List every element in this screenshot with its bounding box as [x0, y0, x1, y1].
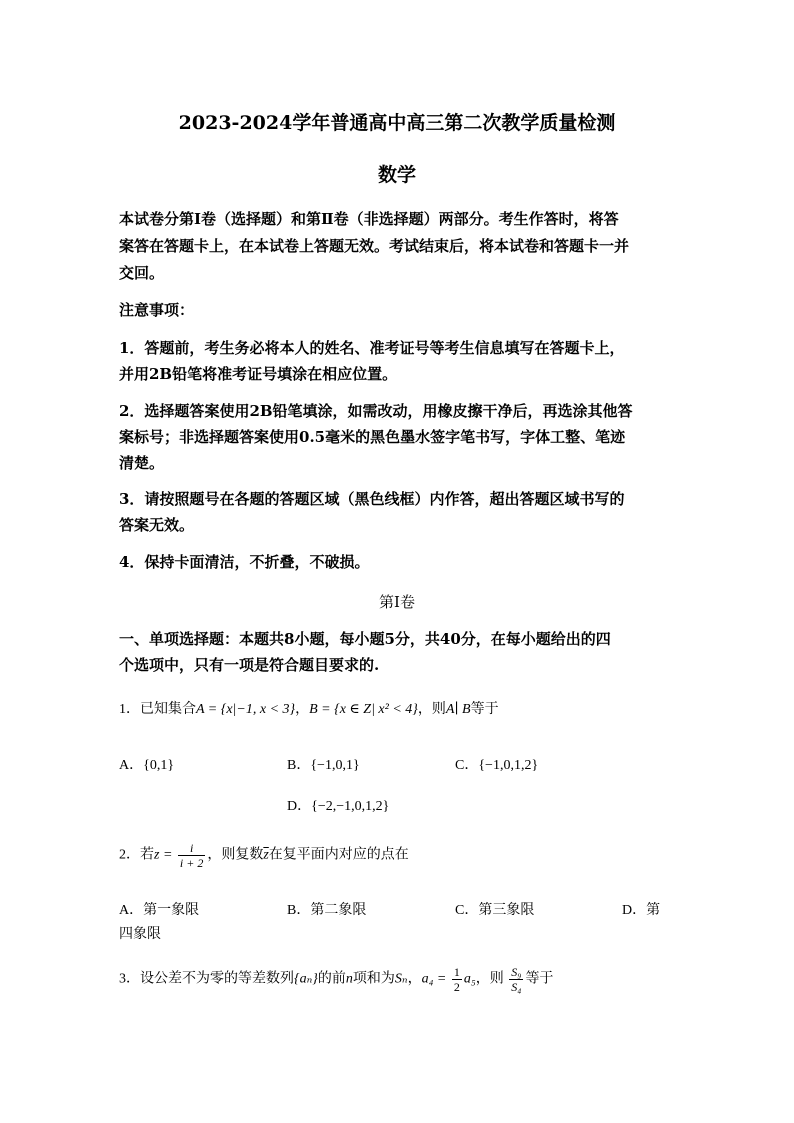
notice-heading: 注意事项：	[119, 301, 195, 319]
q3-a5: a₅	[463, 971, 476, 987]
q2-option-a: A．第一象限	[119, 903, 200, 918]
q2-option-d-line-2: 四象限	[119, 927, 161, 942]
q3-t1: 的前	[317, 971, 346, 987]
q3-t2: 项和为	[352, 971, 395, 987]
q1-suffix: 等于	[470, 702, 499, 717]
q2-lhs: z =	[154, 847, 173, 863]
q2-numerator: i	[178, 842, 205, 856]
intro-line-3: 交回。	[119, 264, 165, 282]
q2-denominator: i + 2	[179, 856, 204, 870]
question-2	[119, 842, 409, 869]
q1-mid: ，则	[417, 702, 446, 717]
q2-zbar: $\overline{z}$	[263, 847, 269, 863]
notice-item-2-line-1: 2．选择题答案使用2B铅笔填涂，如需改动，用橡皮擦干净后，再选涂其他答	[119, 402, 633, 420]
question-1	[119, 698, 499, 718]
q2-option-d-line-1: D．第	[622, 903, 661, 918]
q1-sep: ，	[295, 702, 310, 717]
q3-sequence: {aₙ}	[294, 971, 318, 987]
q1-option-d: D．{−2,−1,0,1,2}	[287, 799, 390, 814]
intro-line-2: 案答在答题卡上，在本试卷上答题无效。考试结束后，将本试卷和答题卡一并	[119, 237, 630, 255]
q3-ratio-numerator: S₉	[511, 965, 522, 979]
q2-suffix: ，则复数	[207, 847, 264, 863]
q3-t4: ，则	[475, 971, 504, 987]
q3-t3: ，	[407, 971, 422, 987]
q1-option-b: B．{−1,0,1}	[287, 758, 360, 773]
q2-suffix2: 在复平面内对应的点在	[268, 847, 409, 863]
notice-item-1-line-1: 1．答题前，考生务必将本人的姓名、准考证号等考生信息填写在答题卡上，	[119, 339, 625, 357]
q3-a4: a₄ =	[421, 971, 447, 987]
part-heading-line-1: 一、单项选择题：本题共8小题，每小题5分，共40分，在每小题给出的四	[119, 630, 611, 648]
notice-item-2-line-3: 清楚。	[119, 454, 165, 472]
question-3	[119, 966, 553, 993]
q3-half-numerator: 1	[453, 965, 460, 979]
q2-prefix: 2．若	[119, 847, 154, 863]
notice-item-3-line-2: 答案无效。	[119, 516, 195, 534]
q1-expr: A∣ B	[445, 702, 471, 717]
notice-item-1-line-2: 并用2B铅笔将准考证号填涂在相应位置。	[119, 365, 398, 383]
subject-title: 数学	[377, 164, 416, 186]
q3-prefix: 3．设公差不为零的等差数列	[119, 971, 294, 987]
q3-sn: Sₙ	[394, 971, 408, 987]
part-heading-line-2: 个选项中，只有一项是符合题目要求的.	[119, 656, 380, 674]
q2-option-b: B．第二象限	[287, 903, 367, 918]
q3-half-denominator: 2	[453, 980, 460, 994]
volume-heading: 第Ⅰ卷	[379, 595, 415, 611]
notice-item-2-line-2: 案标号；非选择题答案使用0.5毫米的黑色墨水签字笔书写，字体工整、笔迹	[119, 428, 626, 446]
q3-ratio-fraction	[509, 966, 523, 993]
exam-title: 2023-2024学年普通高中高三第二次教学质量检测	[178, 112, 616, 134]
q2-fraction	[178, 842, 205, 869]
intro-line-1: 本试卷分第Ⅰ卷（选择题）和第Ⅱ卷（非选择题）两部分。考生作答时，将答	[119, 210, 619, 228]
q1-set-b: B = {x ∈ Z| x² < 4}	[309, 702, 418, 717]
q3-ratio-denominator: S₄	[511, 980, 522, 994]
notice-item-3-line-1: 3．请按照题号在各题的答题区域（黑色线框）内作答，超出答题区域书写的	[119, 490, 625, 508]
q3-half-fraction	[452, 966, 462, 993]
q2-option-c: C．第三象限	[455, 903, 535, 918]
notice-item-4: 4．保持卡面清洁，不折叠，不破损。	[119, 553, 370, 571]
q1-option-c: C．{−1,0,1,2}	[455, 758, 539, 773]
q1-prefix: 1．已知集合	[119, 702, 196, 717]
q3-n: n	[345, 971, 353, 987]
q3-t5: 等于	[525, 971, 554, 987]
q1-option-a: A．{0,1}	[119, 758, 175, 773]
q1-set-a: A = {x|−1, x < 3}	[196, 702, 296, 717]
